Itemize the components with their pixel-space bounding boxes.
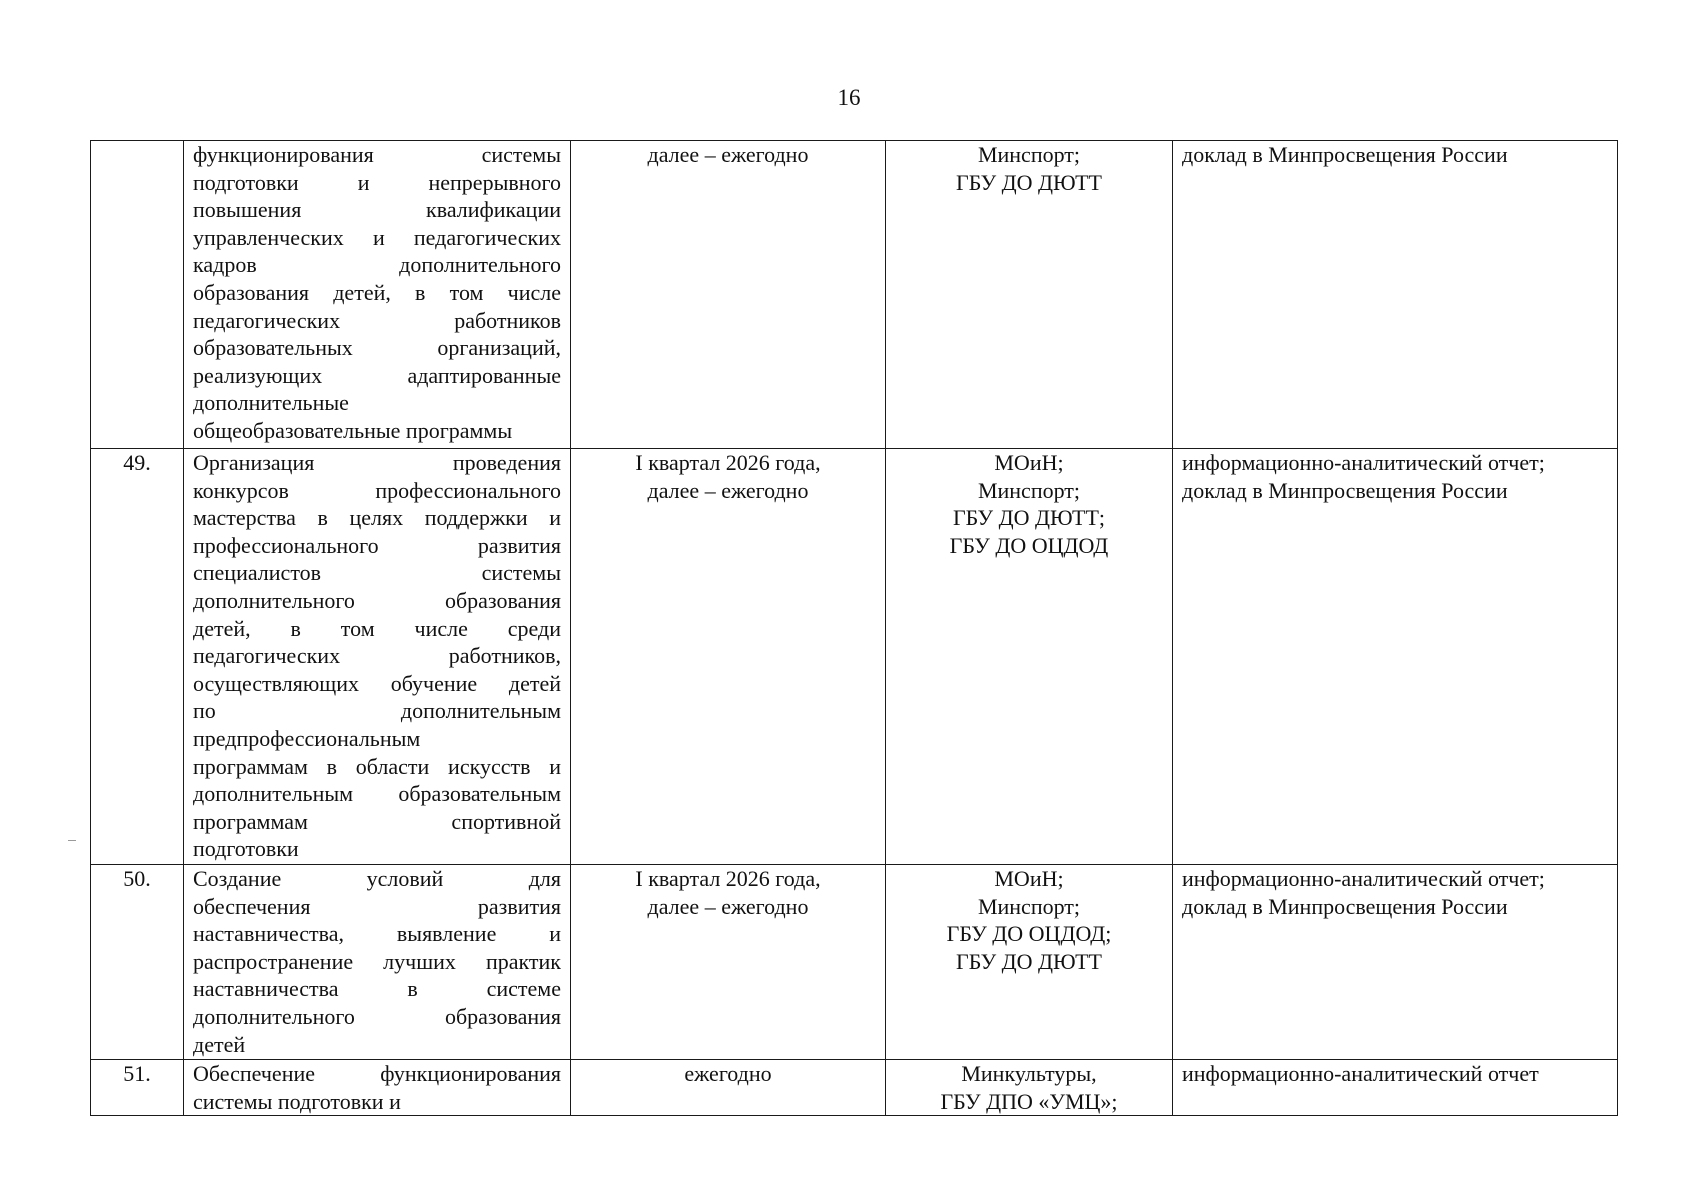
event-text-line: программам в области искусств и (193, 753, 561, 779)
responsible-cell (886, 1060, 1173, 1116)
responsible-text-line: ГБУ ДО ДЮТТ; (952, 505, 1106, 531)
row-number: 50. (91, 865, 184, 1060)
event-text-line: системы подготовки и (193, 1088, 401, 1114)
result-cell (1173, 865, 1618, 1060)
event-text-line: образовательных организаций, (193, 335, 561, 361)
table-row (91, 141, 1618, 449)
event-text-line: дополнительного образования (193, 1003, 561, 1029)
responsible-text-line: Минспорт; (977, 142, 1081, 167)
event-text-line: подготовки (193, 836, 299, 862)
event-text-line: функционирования системы (193, 142, 561, 167)
deadline-text-line: далее – ежегодно (647, 477, 809, 503)
result-text-line: доклад в Минпросвещения России (1182, 142, 1508, 167)
event-text-line: распространение лучших практик (193, 948, 561, 974)
result-text-line: информационно-аналитический отчет; (1182, 450, 1545, 475)
event-text-line: кадров дополнительного (193, 252, 561, 278)
event-cell (184, 1060, 571, 1116)
result-cell (1173, 449, 1618, 865)
row-number (91, 141, 184, 449)
responsible-text-line: ГБУ ДПО «УМЦ»; (940, 1088, 1118, 1114)
deadline-text-line: далее – ежегодно (647, 893, 809, 919)
responsible-text-line: ГБУ ДО ОЦДОД (949, 532, 1109, 558)
deadline-text-line: далее – ежегодно (647, 142, 809, 167)
event-cell (184, 449, 571, 865)
responsible-text-line: Минкультуры, (961, 1061, 1097, 1086)
event-cell (184, 865, 571, 1060)
event-text-line: Создание условий для (193, 866, 561, 891)
event-text-line: наставничества, выявление и (193, 921, 561, 947)
deadline-cell (571, 865, 886, 1060)
event-text-line: конкурсов профессионального (193, 477, 561, 503)
event-text-line: осуществляющих обучение детей (193, 670, 561, 696)
table-row (91, 449, 1618, 865)
deadline-text-line: ежегодно (684, 1061, 772, 1086)
event-text-line: общеобразовательные программы (193, 417, 513, 443)
page-number: 16 (837, 85, 861, 110)
result-text-line: информационно-аналитический отчет; (1182, 866, 1545, 891)
event-text-line: мастерства в целях поддержки и (193, 505, 561, 531)
event-text-line: детей, в том числе среди (193, 615, 561, 641)
event-cell (184, 141, 571, 449)
responsible-text-line: ГБУ ДО ДЮТТ (956, 169, 1102, 195)
event-text-line: управленческих и педагогических (193, 224, 561, 250)
event-text-line: специалистов системы (193, 560, 561, 586)
responsible-cell (886, 449, 1173, 865)
row-number: 51. (91, 1060, 184, 1116)
scan-mark (68, 840, 76, 841)
event-text-line: предпрофессиональным (193, 725, 421, 751)
event-text-line: наставничества в системе (193, 976, 561, 1002)
deadline-cell (571, 141, 886, 449)
table-row (91, 1060, 1618, 1116)
deadline-cell (571, 449, 886, 865)
event-text-line: педагогических работников (193, 307, 561, 333)
action-plan-table (90, 140, 1618, 1116)
table-row (91, 865, 1618, 1060)
result-cell (1173, 141, 1618, 449)
row-number: 49. (91, 449, 184, 865)
event-text-line: Организация проведения (193, 450, 561, 475)
result-text-line: доклад в Минпросвещения России (1182, 893, 1508, 919)
event-text-line: подготовки и непрерывного (193, 169, 561, 195)
responsible-text-line: МОиН; (994, 866, 1064, 891)
event-text-line: реализующих адаптированные (193, 362, 561, 388)
responsible-text-line: Минспорт; (977, 477, 1081, 503)
deadline-text-line: I квартал 2026 года, (635, 866, 821, 891)
responsible-text-line: Минспорт; (977, 893, 1081, 919)
event-text-line: Обеспечение функционирования (193, 1061, 561, 1086)
event-text-line: повышения квалификации (193, 197, 561, 223)
event-text-line: профессионального развития (193, 532, 561, 558)
responsible-cell (886, 141, 1173, 449)
event-text-line: дополнительные (193, 390, 349, 416)
event-text-line: детей (193, 1031, 246, 1057)
deadline-text-line: I квартал 2026 года, (635, 450, 821, 475)
event-text-line: обеспечения развития (193, 893, 561, 919)
event-text-line: образования детей, в том числе (193, 279, 561, 305)
event-text-line: дополнительного образования (193, 587, 561, 613)
event-text-line: педагогических работников, (193, 643, 561, 669)
result-text-line: доклад в Минпросвещения России (1182, 477, 1508, 503)
event-text-line: дополнительным образовательным (193, 781, 561, 807)
result-cell (1173, 1060, 1618, 1116)
responsible-text-line: МОиН; (994, 450, 1064, 475)
result-text-line: информационно-аналитический отчет (1182, 1061, 1539, 1086)
action-plan-table-body (91, 141, 1618, 1116)
event-text-line: программам спортивной (193, 808, 561, 834)
deadline-cell (571, 1060, 886, 1116)
responsible-cell (886, 865, 1173, 1060)
responsible-text-line: ГБУ ДО ОЦДОД; (946, 921, 1112, 947)
responsible-text-line: ГБУ ДО ДЮТТ (956, 948, 1102, 974)
event-text-line: по дополнительным (193, 698, 561, 724)
